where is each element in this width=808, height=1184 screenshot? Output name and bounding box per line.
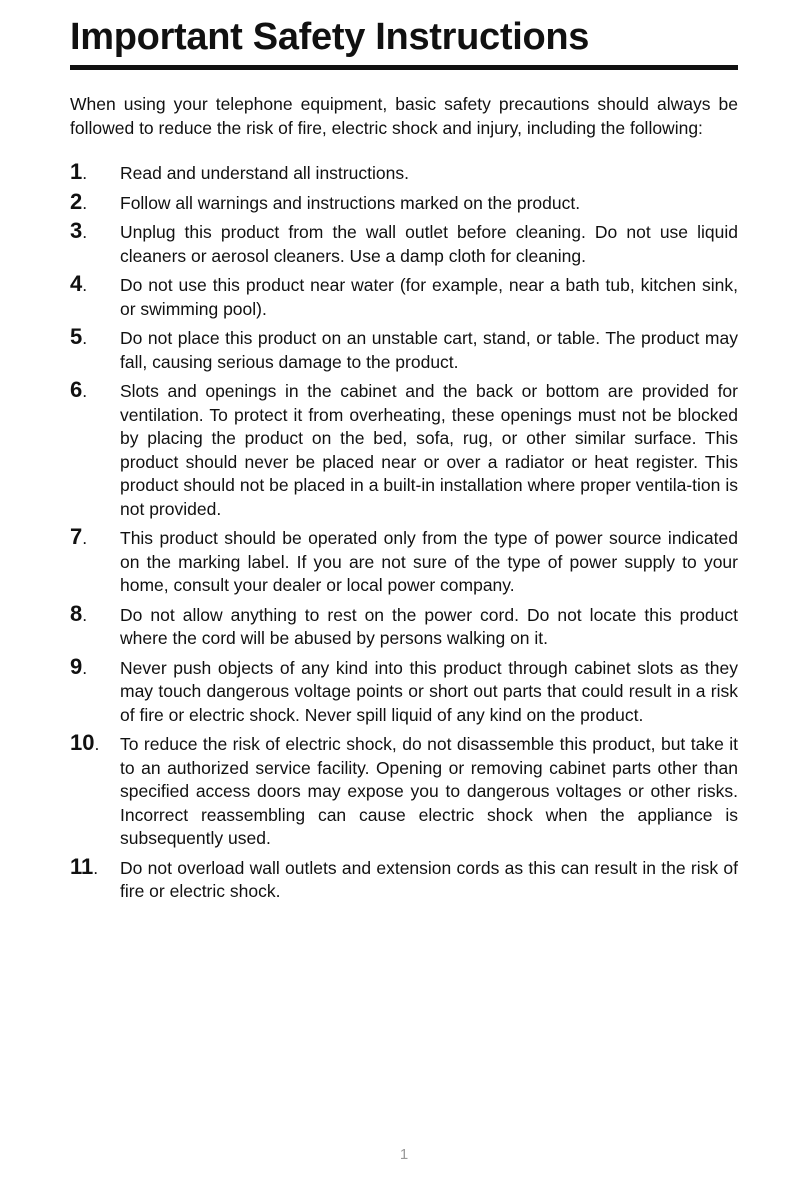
- instruction-item: [70, 218, 738, 268]
- instructions-list: [70, 159, 738, 904]
- title-divider: [70, 65, 738, 70]
- intro-paragraph: When using your telephone equipment, basic safety precautions should always be followed to reduce the risk of fire, electric shock and injury, including the following:: [70, 94, 738, 138]
- instruction-item: [70, 159, 738, 186]
- instruction-text: Slots and openings in the cabinet and the back or bottom are provided for ventilation. To protect it from overheating, these openings must not be blocked by placing the product on the bed, sofa, rug, or other similar surface. This product should never be placed near or over a radiator or heat register. This product should not be placed in a built-in installation where proper ventila-tion is not provided.: [120, 381, 738, 519]
- instruction-text: Do not overload wall outlets and extension cords as this can result in the risk of fire or electric shock.: [120, 857, 738, 901]
- instruction-number: 11.: [70, 853, 99, 879]
- instruction-item: [70, 524, 738, 598]
- instruction-item: [70, 853, 738, 904]
- instruction-number: 9.: [70, 653, 88, 679]
- instruction-text: Do not use this product near water (for example, near a bath tub, kitchen sink, or swimming pool).: [120, 275, 738, 319]
- instruction-text: To reduce the risk of electric shock, do not disassemble this product, but take it to an authorized service facility. Opening or removing cabinet parts other than specified access doors may expose you to dangerous voltages or other risks. Incorrect reassembling can cause electric shock when the appliance is subsequently used.: [120, 734, 738, 848]
- instruction-text: Do not allow anything to rest on the power cord. Do not locate this product where the cord will be abused by persons walking on it.: [120, 604, 738, 648]
- instruction-item: [70, 653, 738, 728]
- instruction-item: [70, 377, 738, 521]
- instruction-number: 3.: [70, 218, 88, 243]
- instruction-item: [70, 271, 738, 321]
- instruction-number: 1.: [70, 159, 88, 184]
- instruction-text: Follow all warnings and instructions marked on the product.: [120, 192, 581, 213]
- instruction-text: This product should be operated only from the type of power source indicated on the marking label. If you are not sure of the type of power supply to your home, consult your dealer or local power company.: [120, 528, 738, 595]
- instruction-number: 6.: [70, 377, 88, 402]
- instruction-text: Read and understand all instructions.: [120, 163, 409, 183]
- instruction-text: Do not place this product on an unstable cart, stand, or table. The product may fall, causing serious damage to the product.: [120, 328, 738, 372]
- instruction-number: 10.: [70, 730, 100, 755]
- page-title: Important Safety Instructions: [70, 16, 590, 58]
- document-page: [70, 14, 738, 910]
- instruction-item: [70, 730, 738, 851]
- instruction-number: 5.: [70, 324, 88, 349]
- instruction-number: 7.: [70, 524, 88, 549]
- instruction-item: [70, 188, 738, 216]
- instruction-number: 2.: [70, 188, 88, 214]
- instruction-text: Unplug this product from the wall outlet before cleaning. Do not use liquid cleaners or aerosol cleaners. Use a damp cloth for cleaning.: [120, 222, 738, 266]
- instruction-number: 4.: [70, 271, 88, 296]
- instruction-item: [70, 600, 738, 651]
- instruction-number: 8.: [70, 600, 88, 626]
- instruction-text: Never push objects of any kind into this product through cabinet slots as they may touch dangerous voltage points or short out parts that could result in a risk of fire or electric shock. Never spill liquid of any kind on the product.: [120, 657, 738, 725]
- instruction-item: [70, 324, 738, 374]
- page-number: 1: [399, 1146, 409, 1163]
